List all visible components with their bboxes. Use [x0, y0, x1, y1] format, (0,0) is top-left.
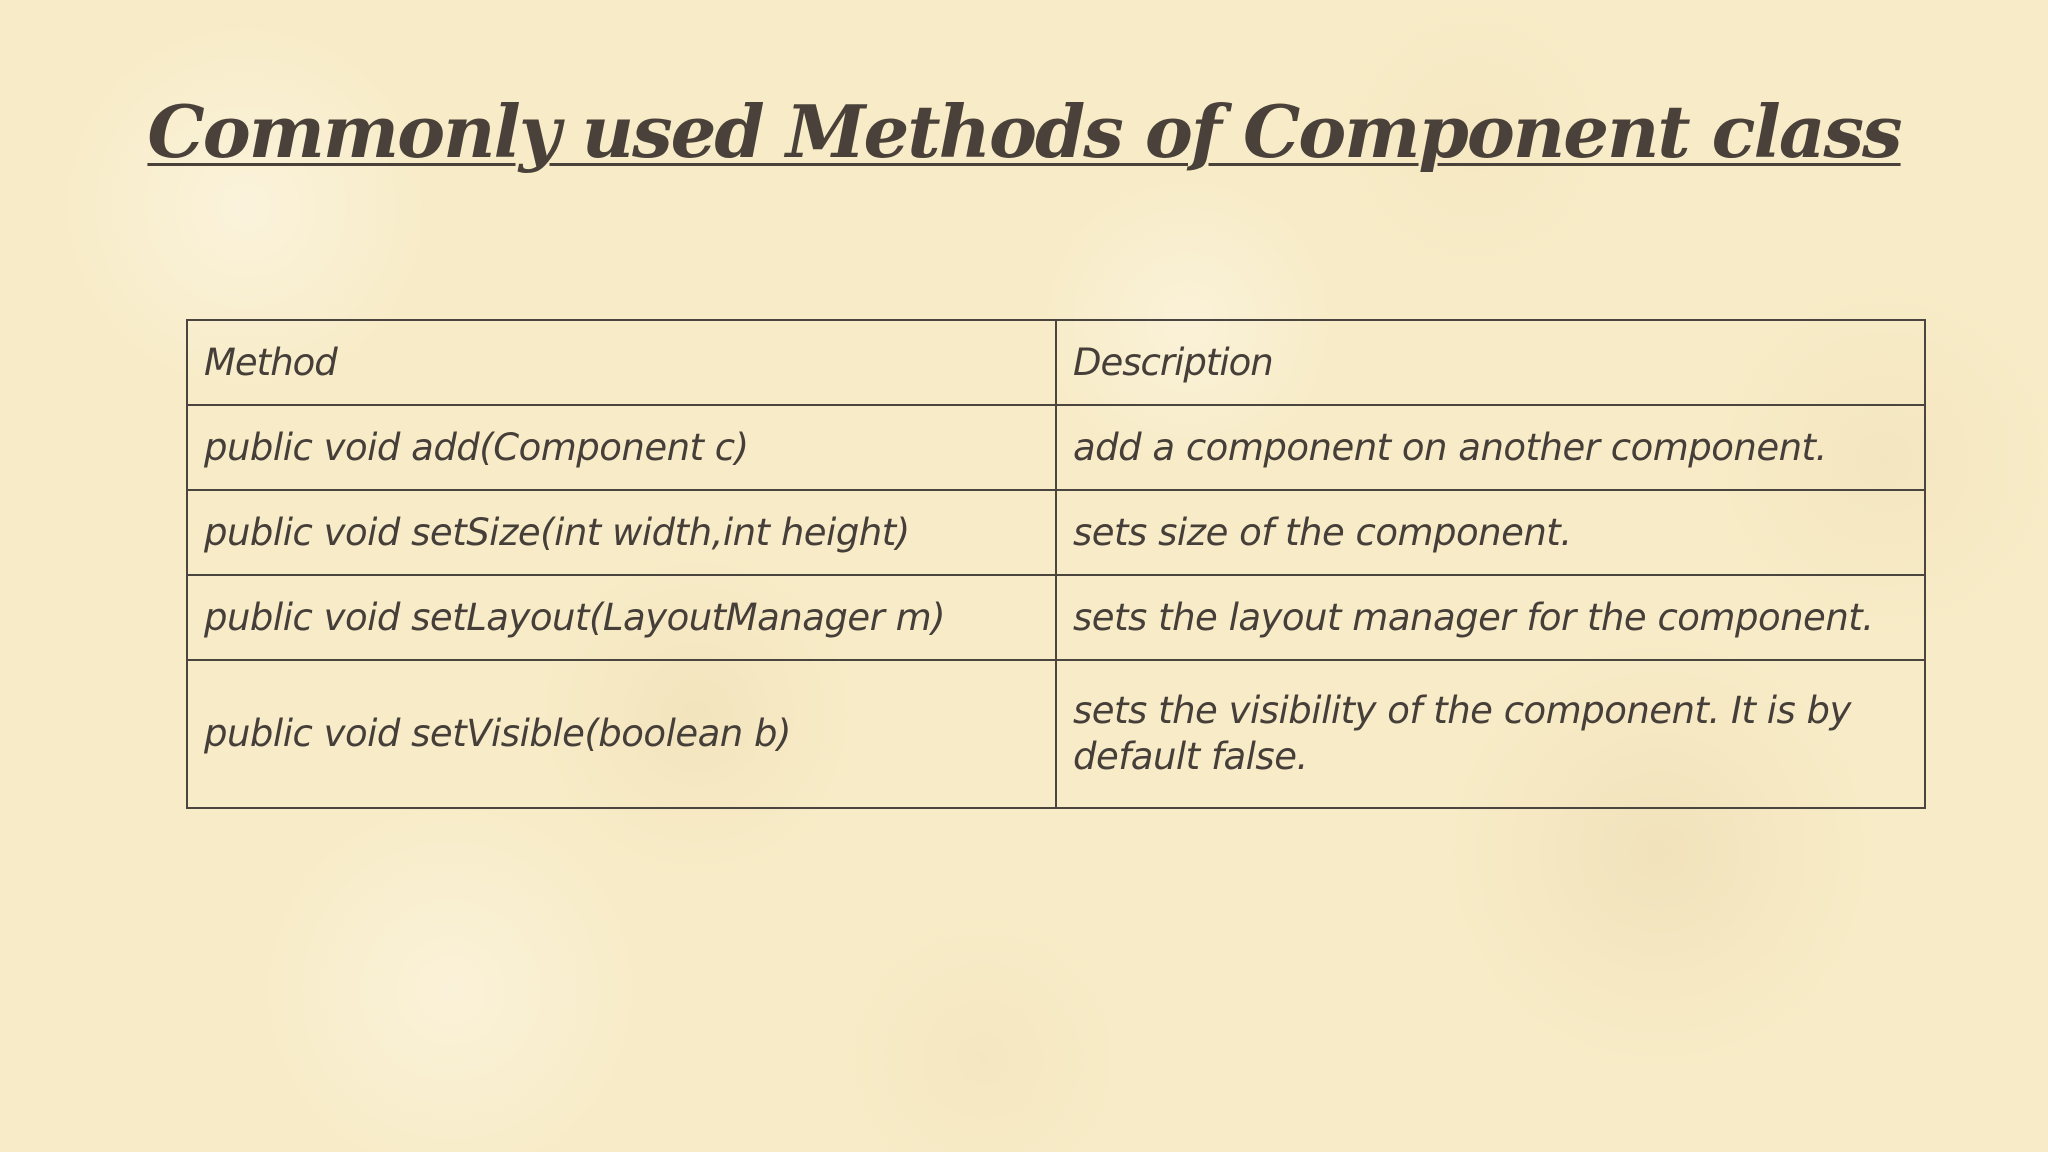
method-cell: public void setVisible(boolean b) — [187, 660, 1056, 808]
table-row — [187, 575, 1925, 660]
method-cell: public void setLayout(LayoutManager m) — [187, 575, 1056, 660]
description-cell: sets the layout manager for the component. — [1056, 575, 1925, 660]
table-row — [187, 660, 1925, 808]
method-cell: public void add(Component c) — [187, 405, 1056, 490]
description-cell: sets the visibility of the component. It is by default false. — [1056, 660, 1925, 808]
column-header-description: Description — [1056, 320, 1925, 405]
column-header-method: Method — [187, 320, 1056, 405]
table-header-row — [187, 320, 1925, 405]
description-cell: add a component on another component. — [1056, 405, 1925, 490]
methods-table — [186, 319, 1926, 809]
table-row — [187, 490, 1925, 575]
table-row — [187, 405, 1925, 490]
method-cell: public void setSize(int width,int height) — [187, 490, 1056, 575]
description-cell: sets size of the component. — [1056, 490, 1925, 575]
slide-title: Commonly used Methods of Component class — [147, 89, 1901, 174]
